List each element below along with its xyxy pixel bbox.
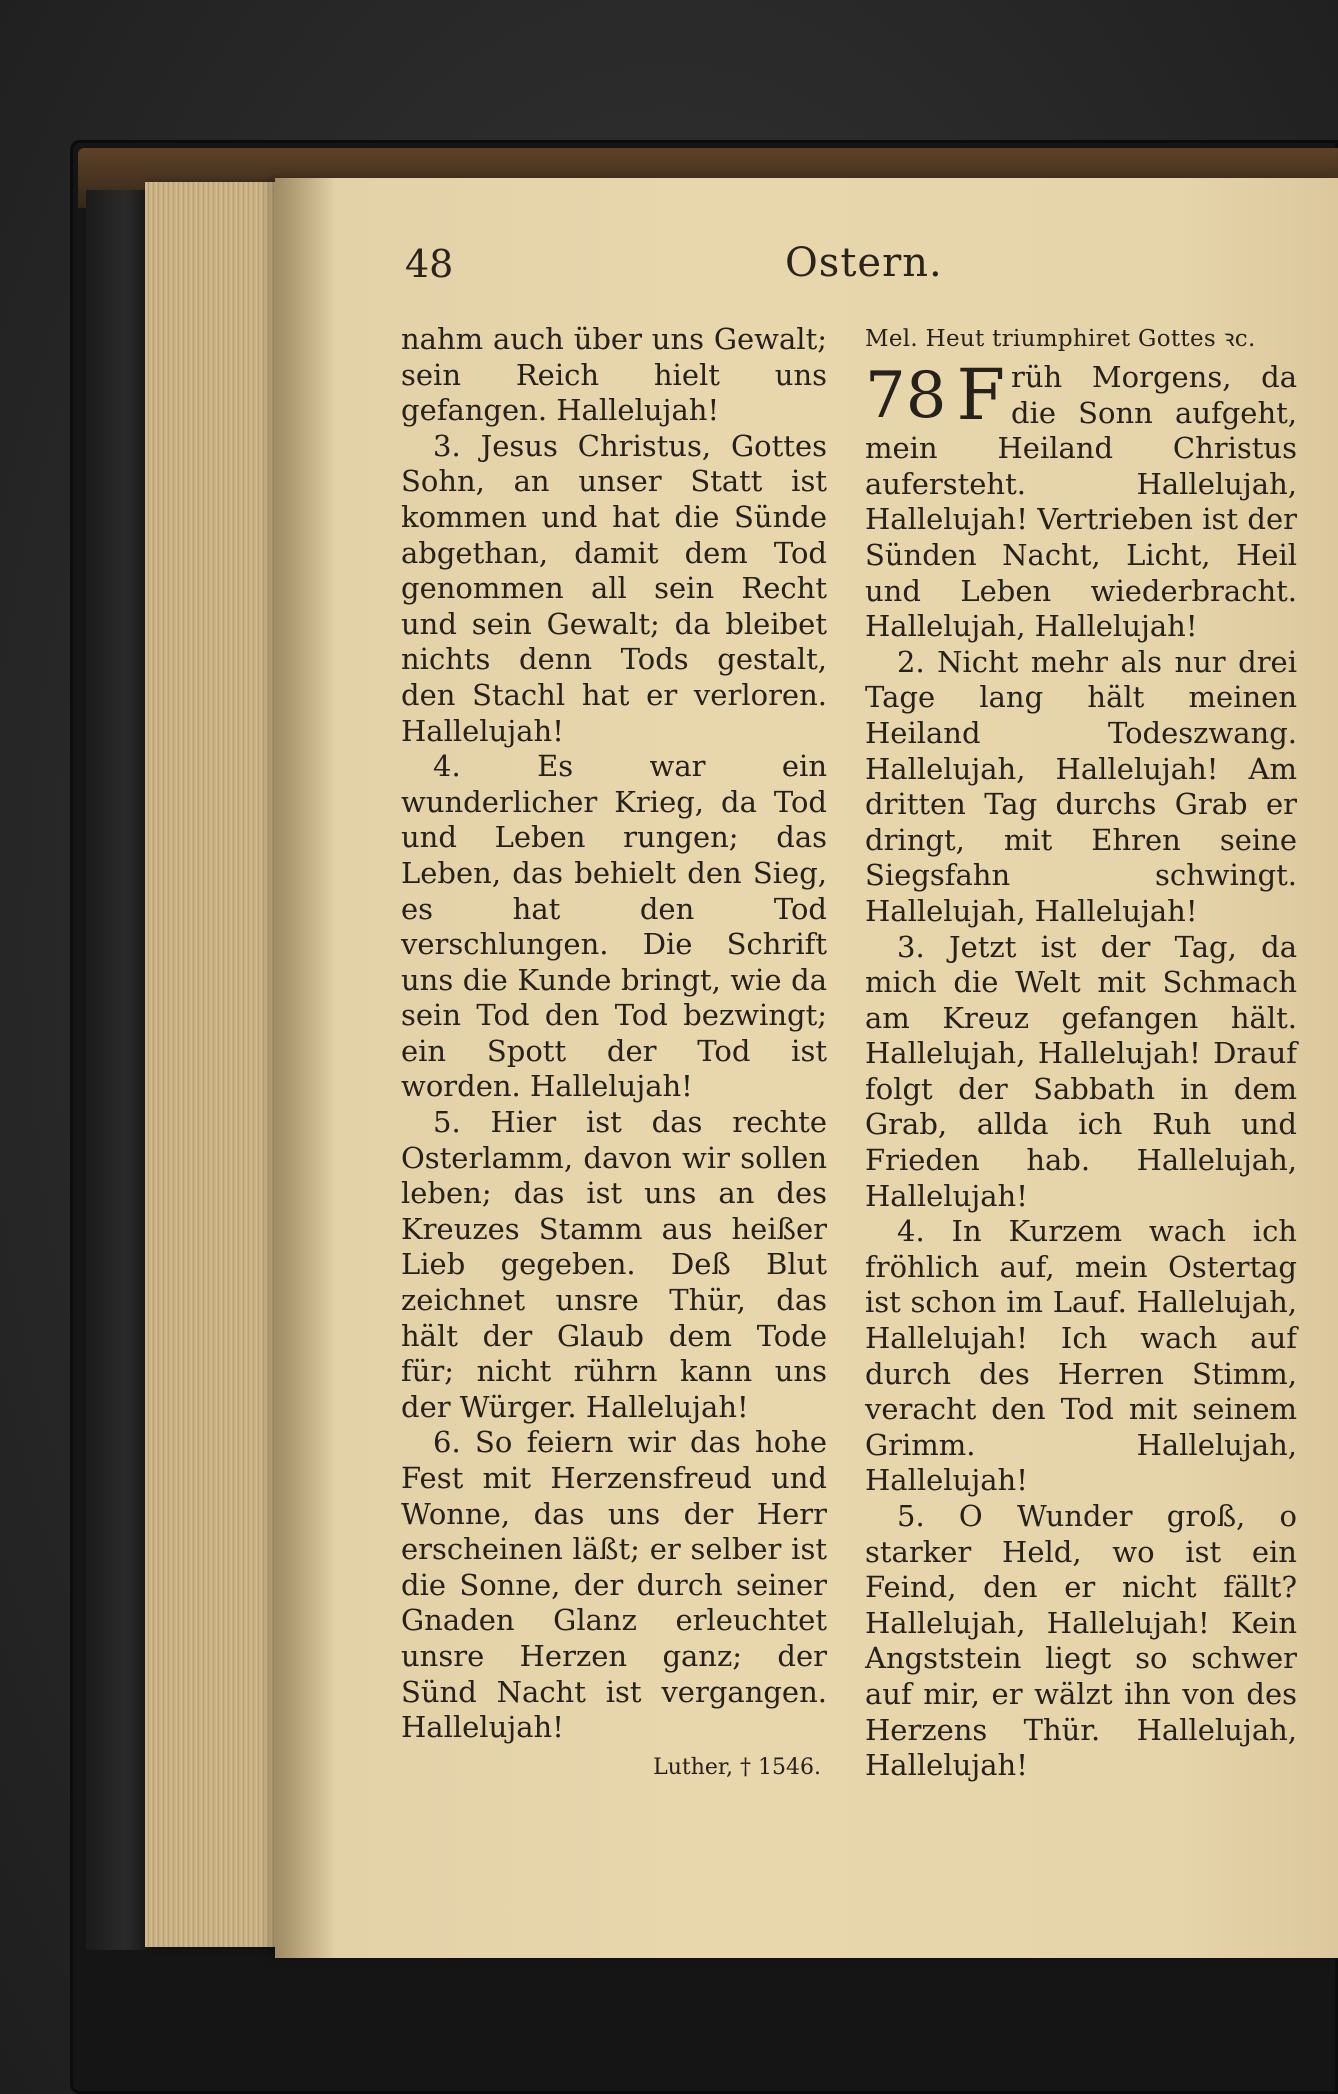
gutter-shadow [275,178,335,1958]
hymn-verse: 4. In Kurzem wach ich fröhlich auf, mein Ostertag ist schon im Lauf. Hallelujah, Hallelujah! Ich wach auf durch des Herren Stimm, veracht den Tod mit seinem Grimm. Hallelujah, Hallelujah! [865,1214,1297,1498]
hymn-verse: 5. O Wunder groß, o starker Held, wo ist ein Feind, den er nicht fällt? Hallelujah, Hallelujah! Kein Angststein liegt so schwer auf mir, er wälzt ihn von des Herzens Thür. Hallelujah, Hallelujah! [865,1499,1297,1783]
hymn-verse: 4. Es war ein wunderlicher Krieg, da Tod und Leben rungen; das Leben, das behielt den Sieg, es hat den Tod verschlungen. Die Schrift uns die Kunde bringt, wie da sein Tod den Tod bezwingt; ein Spott der Tod ist worden. Hallelujah! [401,749,827,1104]
page-number: 48 [405,242,454,286]
page-block-edges [145,182,295,1947]
hymn-number: 78 [865,359,947,433]
right-column [865,322,1297,1784]
running-title: Ostern. [785,240,943,286]
melody-line: Mel. Heut triumphiret Gottes ꝛc. [865,326,1256,352]
author-attribution: Luther, † 1546. [653,1754,821,1780]
hymn-verse: 3. Jesus Christus, Gottes Sohn, an unser Statt ist kommen und hat die Sünde abgethan, damit dem Tod genommen all sein Recht und sein Gewalt; da bleibet nichts denn Tods gestalt, den Stachl hat er verloren. Hallelujah! [401,428,827,748]
hymn-verse: 5. Hier ist das rechte Osterlamm, davon wir sollen leben; das ist uns an des Kreuzes Stamm aus heißer Lieb gegeben. Deß Blut zeichnet unsre Thür, das hält der Glaub dem Tode für; nicht rührn kann uns der Würger. Hallelujah! [401,1105,827,1424]
hymn-verse: 2. Nicht mehr als nur drei Tage lang hält meinen Heiland Todeszwang. Hallelujah, Hallelujah! Am dritten Tag durchs Grab er dringt, mit Ehren seine Siegsfahn schwingt. Hallelujah, Hallelujah! [865,644,1297,928]
hymn-opening [865,354,1297,645]
hymn-verse: 3. Jetzt ist der Tag, da mich die Welt mit Schmach am Kreuz gefangen hält. Hallelujah, Hallelujah! Drauf folgt der Sabbath in dem Grab, allda ich Ruh und Frieden hab. Hallelujah, Hallelujah! [865,929,1297,1213]
hymn-first-verse: rüh Morgens, da die Sonn aufgeht, mein Heiland Christus aufersteht. Hallelujah, Hallelujah! Vertrieben ist der Sünden Nacht, Licht, Heil und Leben wiederbracht. Hallelujah, Hallelujah! [865,360,1297,644]
hymn-verse: 6. So feiern wir das hohe Fest mit Herzensfreud und Wonne, das uns der Herr erscheinen läßt; er selber ist die Sonne, der durch seiner Gnaden Glanz erleuchtet unsre Herzen ganz; der Sünd Nacht ist vergangen. Hallelujah! [401,1425,827,1745]
hymn-verse: nahm auch über uns Gewalt; sein Reich hielt uns gefangen. Hallelujah! [401,322,827,428]
drop-cap-letter: F [956,354,1006,436]
left-column [401,322,827,1786]
